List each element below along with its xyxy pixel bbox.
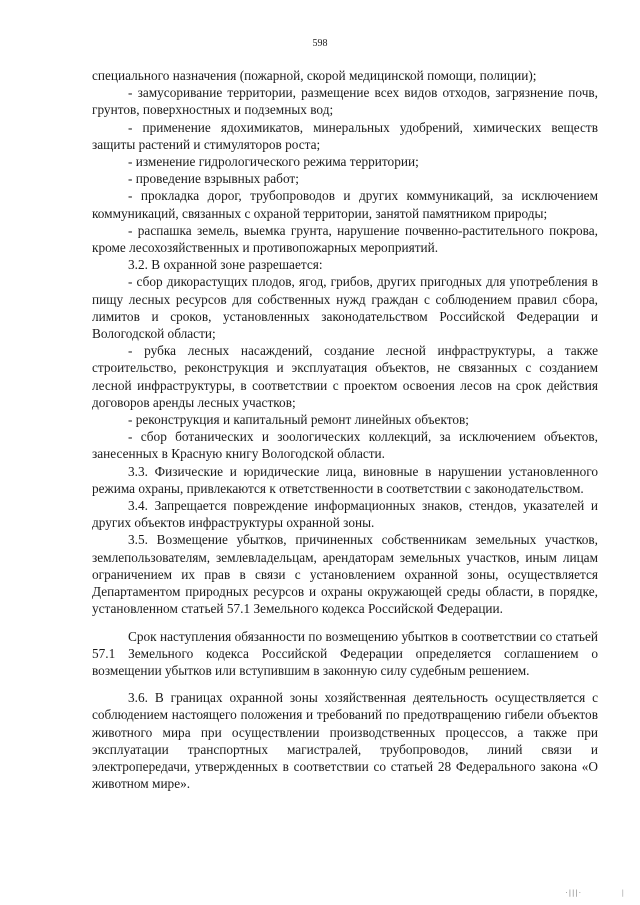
paragraph: 3.3. Физические и юридические лица, виновные в нарушении установленного режима охраны, привлекаются к ответственности в соответствии с законодательством. <box>92 463 598 496</box>
paragraph: - сбор ботанических и зоологических коллекций, за исключением объектов, занесенных в Красную книгу Вологодской области. <box>92 429 598 462</box>
paragraph: 3.2. В охранной зоне разрешается: <box>128 257 323 273</box>
paragraph: Срок наступления обязанности по возмещению убытков в соответствии со статьей 57.1 Земельного кодекса Российской Федерации определяется соглашением о возмещении убытков или вступившим в законную силу судебным решением. <box>92 628 598 678</box>
paragraph: - изменение гидрологического режима территории; <box>128 154 419 170</box>
paragraph: 3.6. В границах охранной зоны хозяйственная деятельность осуществляется с соблюдением настоящего положения и требований по предотвращению гибели объектов животного мира при осуществлении производственных процессов, а также при эксплуатации транспортных магистралей, трубопроводов, линий связи и электропередачи, утвержденных в соответствии со статьей 28 Федерального закона «О животном мире». <box>92 690 598 792</box>
page-number: 598 <box>312 38 328 49</box>
paragraph: - рубка лесных насаждений, создание лесной инфраструктуры, а также строительство, реконструкция и эксплуатация объектов, не связанных с созданием лесной инфраструктуры, в соответствии с проектом освоения лесов на срок действия договоров аренды лесных участков; <box>92 343 598 410</box>
paragraph: - сбор дикорастущих плодов, ягод, грибов, других пригодных для употребления в пищу лесных ресурсов для собственных нужд граждан с соблюдением правил сбора, лимитов и сроков, установленных законодательством Российской Федерации и Вологодской области; <box>92 274 598 342</box>
paragraph: 3.5. Возмещение убытков, причиненных собственникам земельных участков, землепользователям, землевладельцам, арендаторам земельных участков, иным лицам ограничением их прав в связи с установлением охранной зоны, осуществляется Департаментом природных ресурсов и охраны окружающей среды области, в порядке, установленном статьей 57.1 Земельного кодекса Российской Федерации. <box>92 532 598 617</box>
paragraph: - реконструкция и капитальный ремонт линейных объектов; <box>128 412 469 428</box>
scan-edge-mark: | <box>621 889 624 897</box>
paragraph: - прокладка дорог, трубопроводов и других коммуникаций, за исключением коммуникаций, связанных с охраной территории, занятой памятником природы; <box>92 188 598 221</box>
paragraph: - распашка земель, выемка грунта, нарушение почвенно-растительного покрова, кроме лесохозяйственных и противопожарных мероприятий. <box>92 222 598 256</box>
paragraph: 3.4. Запрещается повреждение информационных знаков, стендов, указателей и других объектов инфраструктуры охранной зоны. <box>92 498 598 531</box>
scan-artifact-mark: ·|||· <box>565 889 582 897</box>
paragraph: - применение ядохимикатов, минеральных удобрений, химических веществ защиты растений и стимуляторов роста; <box>92 119 598 152</box>
paragraph: - замусоривание территории, размещение всех видов отходов, загрязнение почв, грунтов, поверхностных и подземных вод; <box>92 85 598 118</box>
document-body <box>92 67 598 792</box>
paragraph: специального назначения (пожарной, скорой медицинской помощи, полиции); <box>92 68 537 83</box>
paragraph: - проведение взрывных работ; <box>128 171 299 187</box>
